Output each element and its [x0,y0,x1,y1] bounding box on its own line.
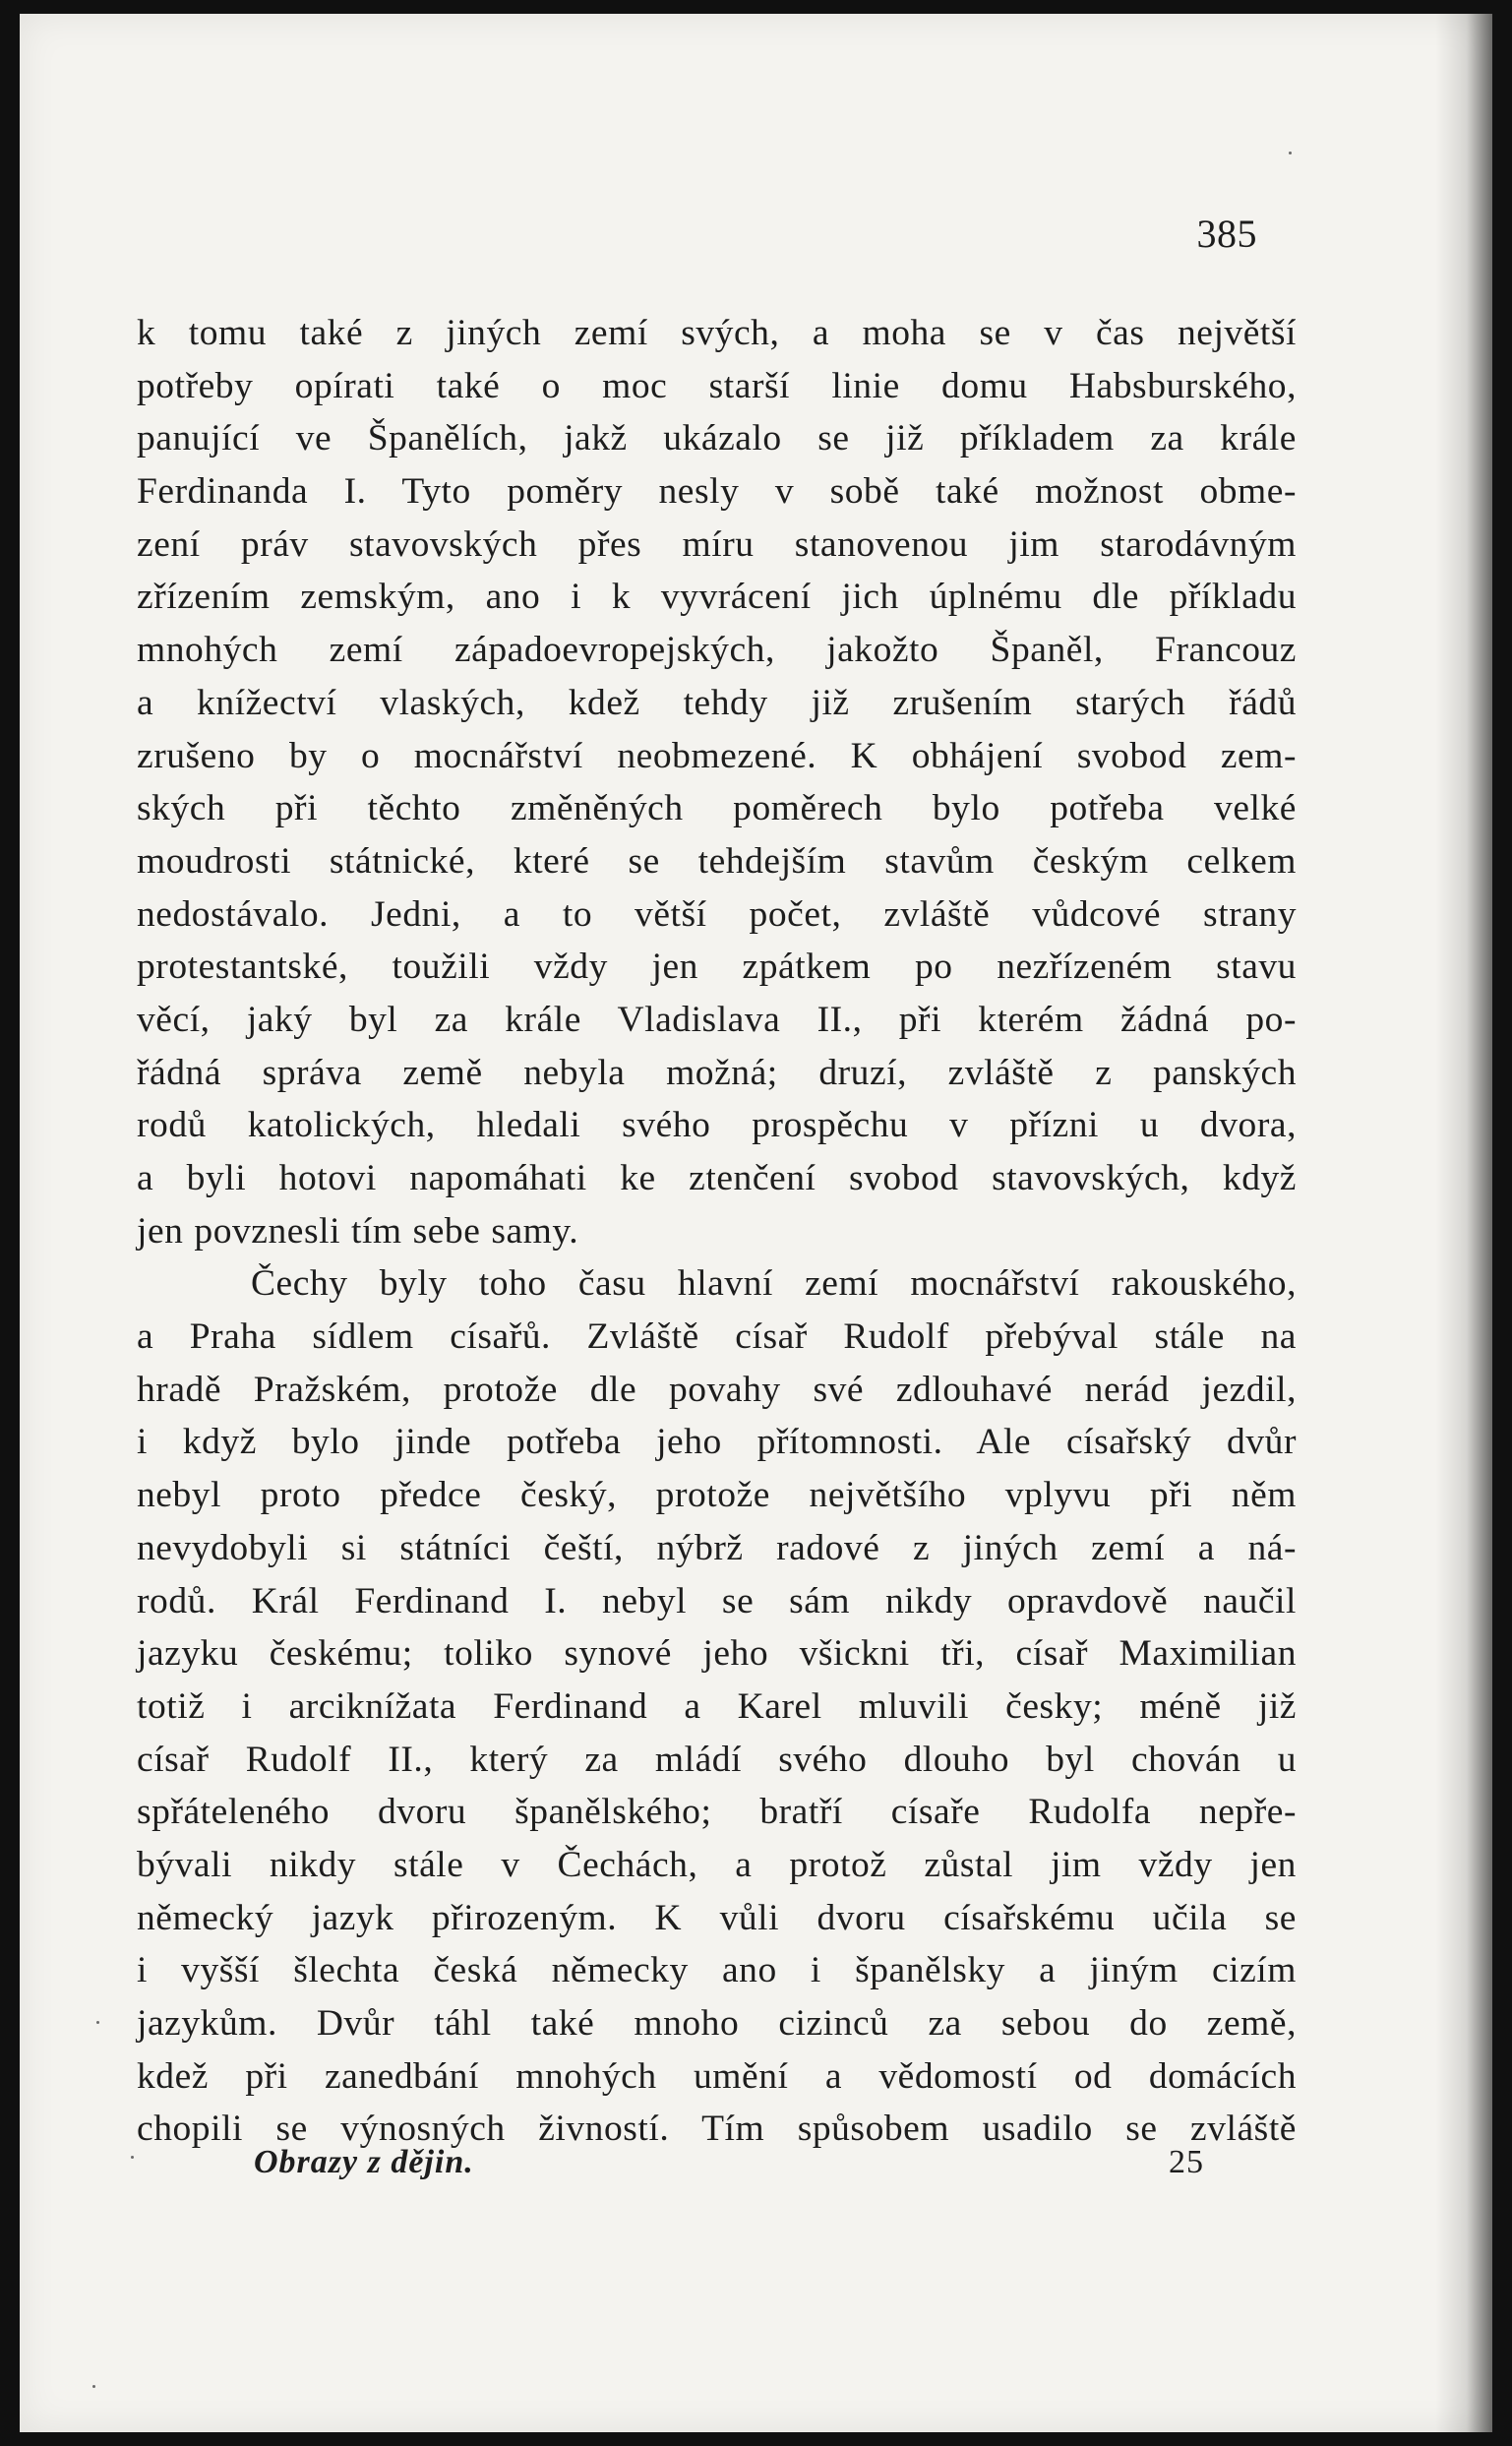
text-line: německý jazyk přirozeným. K vůli dvoru císařskému učila se [137,1897,1297,1938]
text-line: potřeby opírati také o moc starší linie domu Habsburského, [137,365,1297,406]
scan-speck [131,2156,134,2159]
text-line: jazyku českému; toliko synové jeho všickni tři, císař Maximilian [137,1633,1297,1675]
scan-speck [92,2385,95,2388]
paragraph-2 [137,1257,1297,2156]
text-line: císař Rudolf II., který za mládí svého dlouho byl chován u [137,1739,1297,1780]
text-line: Čechy byly toho času hlavní zemí mocnářství rakouského, [251,1263,1297,1305]
scan-speck [96,2021,99,2024]
text-line: nebyl proto předce český, protože největšího vplyvu při něm [137,1475,1297,1516]
text-line: i vyšší šlechta česká německy ano i španělsky a jiným cizím [137,1950,1297,1991]
text-line: a knížectví vlaských, kdež tehdy již zrušením starých řádů [137,682,1297,723]
page-number: 385 [1196,212,1257,256]
text-line: zrušeno by o mocnářství neobmezené. K obhájení svobod zem- [137,735,1297,776]
text-line: mnohých zemí západoevropejských, jakožto Španěl, Francouz [137,630,1297,671]
text-line: a byli hotovi napomáhati ke ztenčení svobod stavovských, když [137,1158,1297,1198]
footer-signature-mark: 25 [1169,2144,1204,2180]
text-line: bývali nikdy stále v Čechách, a protož zůstal jim vždy jen [137,1844,1297,1885]
text-line: a Praha sídlem císařů. Zvláště císař Rudolf přebýval stále na [137,1316,1297,1358]
text-line: i když bylo jinde potřeba jeho přítomnosti. Ale císařský dvůr [137,1422,1297,1463]
text-line: řádná správa země nebyla možná; druzí, zvláště z panských [137,1052,1297,1093]
text-line: zení práv stavovských přes míru stanovenou jim starodávným [137,523,1297,565]
body-text [137,307,1297,2156]
text-line: zřízením zemským, ano i k vyvrácení jich úplnému dle příkladu [137,577,1297,618]
text-line: jen povznesli tím sebe samy. [137,1210,579,1252]
text-line: jazykům. Dvůr táhl také mnoho cizinců za sebou do země, [137,2003,1297,2044]
text-line: nedostávalo. Jedni, a to větší počet, zvláště vůdcové strany [137,893,1297,935]
footer-book-title: Obrazy z dějin. [254,2144,474,2180]
book-page [20,14,1492,2432]
text-line: moudrosti státnické, které se tehdejším stavům českým celkem [137,840,1297,882]
text-line: totiž i arciknížata Ferdinand a Karel mluvili česky; méně již [137,1685,1297,1727]
scan-speck [1289,152,1292,154]
text-line: hradě Pražském, protože dle povahy své zdlouhavé nerád jezdil, [137,1369,1297,1410]
paragraph-1 [137,307,1297,1257]
text-line: spřáteleného dvoru španělského; bratří císaře Rudolfa nepře- [137,1792,1297,1833]
text-line: panující ve Španělích, jakž ukázalo se již příkladem za krále [137,418,1297,459]
text-line: ských při těchto změněných poměrech bylo potřeba velké [137,788,1297,829]
text-line: protestantské, toužili vždy jen zpátkem po nezřízeném stavu [137,947,1297,988]
text-line: věcí, jaký byl za krále Vladislava II., při kterém žádná po- [137,999,1297,1040]
page-edge-shadow [1435,14,1492,2432]
text-line: k tomu také z jiných zemí svých, a moha se v čas největší [137,313,1297,353]
text-line: Ferdinanda I. Tyto poměry nesly v sobě také možnost obme- [137,471,1297,513]
text-line: nevydobyli si státníci čeští, nýbrž radové z jiných zemí a ná- [137,1527,1297,1568]
text-line: chopili se výnosných živností. Tím spůsobem usadilo se zvláště [137,2109,1297,2150]
text-line: kdež při zanedbání mnohých umění a vědomostí od domácích [137,2055,1297,2097]
page-footer [137,2144,1297,2193]
text-line: rodů. Král Ferdinand I. nebyl se sám nikdy opravdově naučil [137,1580,1297,1621]
text-line: rodů katolických, hledali svého prospěchu v přízni u dvora, [137,1105,1297,1146]
